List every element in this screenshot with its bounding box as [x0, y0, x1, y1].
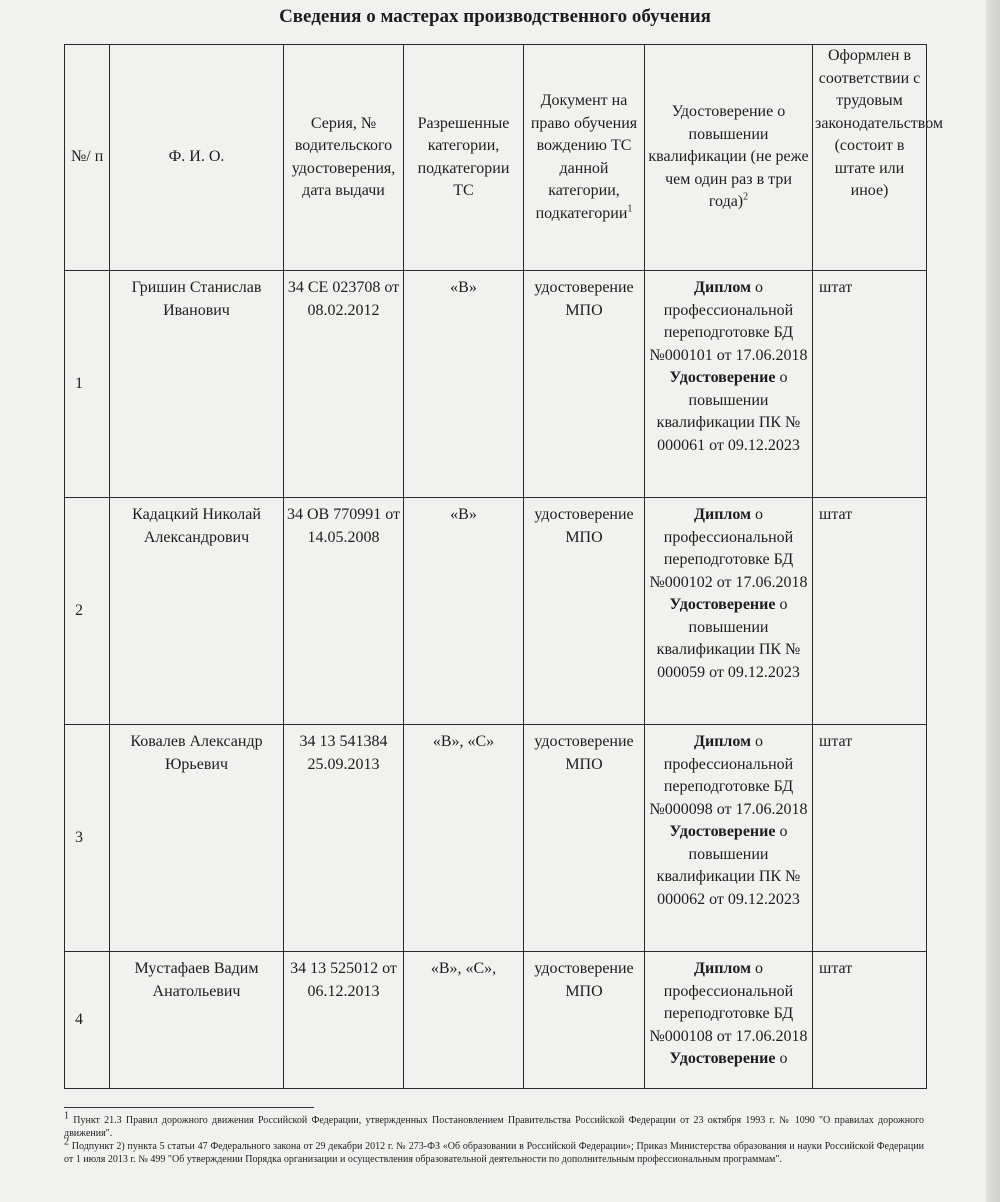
header-fio: Ф. И. О.: [110, 45, 284, 271]
table-row: [65, 725, 927, 952]
row-document: удостоверение МПО: [524, 952, 645, 1089]
row-fio: Ковалев Александр Юрьевич: [110, 725, 284, 952]
row-document: удостоверение МПО: [524, 498, 645, 725]
table-row: [65, 271, 927, 498]
footnote-2: $^2$ Подпункт 2) пункта 5 статьи 47 Федерального закона от 29 декабри 2012 г. № 273-ФЗ «Об образовании в Российской Федерации»; Приказ Министерства образования и науки Российской Федерации от 1 июля 2013 г. № 499 "Об утверждении Порядка организации и осуществления образовательной деятельности по дополнительным профессиональным программам".: [64, 1136, 924, 1165]
footnote-divider: [64, 1107, 314, 1108]
row-qualification: Диплом о профессиональной переподготовке БД №000102 от 17.06.2018 Удостоверение о повышении квалификации ПК № 000059 от 09.12.2023: [645, 498, 813, 725]
row-num: 1: [65, 271, 110, 498]
row-document: удостоверение МПО: [524, 725, 645, 952]
row-license: 34 13 541384 25.09.2013: [284, 725, 404, 952]
row-employment: штат: [813, 271, 927, 498]
row-fio: Гришин Станислав Иванович: [110, 271, 284, 498]
row-num: 2: [65, 498, 110, 725]
page-edge-shadow: [986, 0, 1000, 1202]
row-employment: штат: [813, 952, 927, 1089]
row-document: удостоверение МПО: [524, 271, 645, 498]
footnote-1: $^1$ Пункт 21.3 Правил дорожного движения Российской Федерации, утвержденных Постановлением Правительства Российской Федерации от 23 октября 1993 г. № 1090 "О правилах дорожного движения".: [64, 1110, 925, 1139]
row-fio: Мустафаев Вадим Анатольевич: [110, 952, 284, 1089]
row-license: 34 СЕ 023708 от 08.02.2012: [284, 271, 404, 498]
row-num: 4: [65, 952, 110, 1089]
row-categories: «В», «С»,: [404, 952, 524, 1089]
row-license: 34 ОВ 770991 от 14.05.2008: [284, 498, 404, 725]
instructors-table: [64, 44, 944, 1089]
table-header-row: [65, 45, 927, 271]
row-qualification: Диплом о профессиональной переподготовке БД №000101 от 17.06.2018 Удостоверение о повышении квалификации ПК № 000061 от 09.12.2023: [645, 271, 813, 498]
row-num: 3: [65, 725, 110, 952]
row-categories: «В»: [404, 498, 524, 725]
header-qualification: Удостоверение о повышении квалификации (не реже чем один раз в три года)$^2$: [645, 45, 813, 271]
row-categories: «В», «С»: [404, 725, 524, 952]
header-num: №/ п: [65, 45, 110, 271]
table-row: [65, 498, 927, 725]
page-title: Сведения о мастерах производственного обучения: [279, 6, 711, 27]
row-categories: «В»: [404, 271, 524, 498]
row-license: 34 13 525012 от 06.12.2013: [284, 952, 404, 1089]
row-employment: штат: [813, 498, 927, 725]
row-employment: штат: [813, 725, 927, 952]
header-employment: Оформлен в соответствии с трудовым законодательством (состоит в штате или иное): [813, 45, 927, 271]
header-license: Серия, № водительского удостоверения, дата выдачи: [284, 45, 404, 271]
row-qualification: Диплом о профессиональной переподготовке БД №000108 от 17.06.2018 Удостоверение о: [645, 952, 813, 1089]
header-document: Документ на право обучения вождению ТС данной категории, подкатегории$^1$: [524, 45, 645, 271]
footnotes: [64, 1110, 925, 1166]
table-row: [65, 952, 927, 1089]
row-qualification: Диплом о профессиональной переподготовке БД №000098 от 17.06.2018 Удостоверение о повышении квалификации ПК № 000062 от 09.12.2023: [645, 725, 813, 952]
header-categories: Разрешенные категории, подкатегории ТС: [404, 45, 524, 271]
row-fio: Кадацкий Николай Александрович: [110, 498, 284, 725]
